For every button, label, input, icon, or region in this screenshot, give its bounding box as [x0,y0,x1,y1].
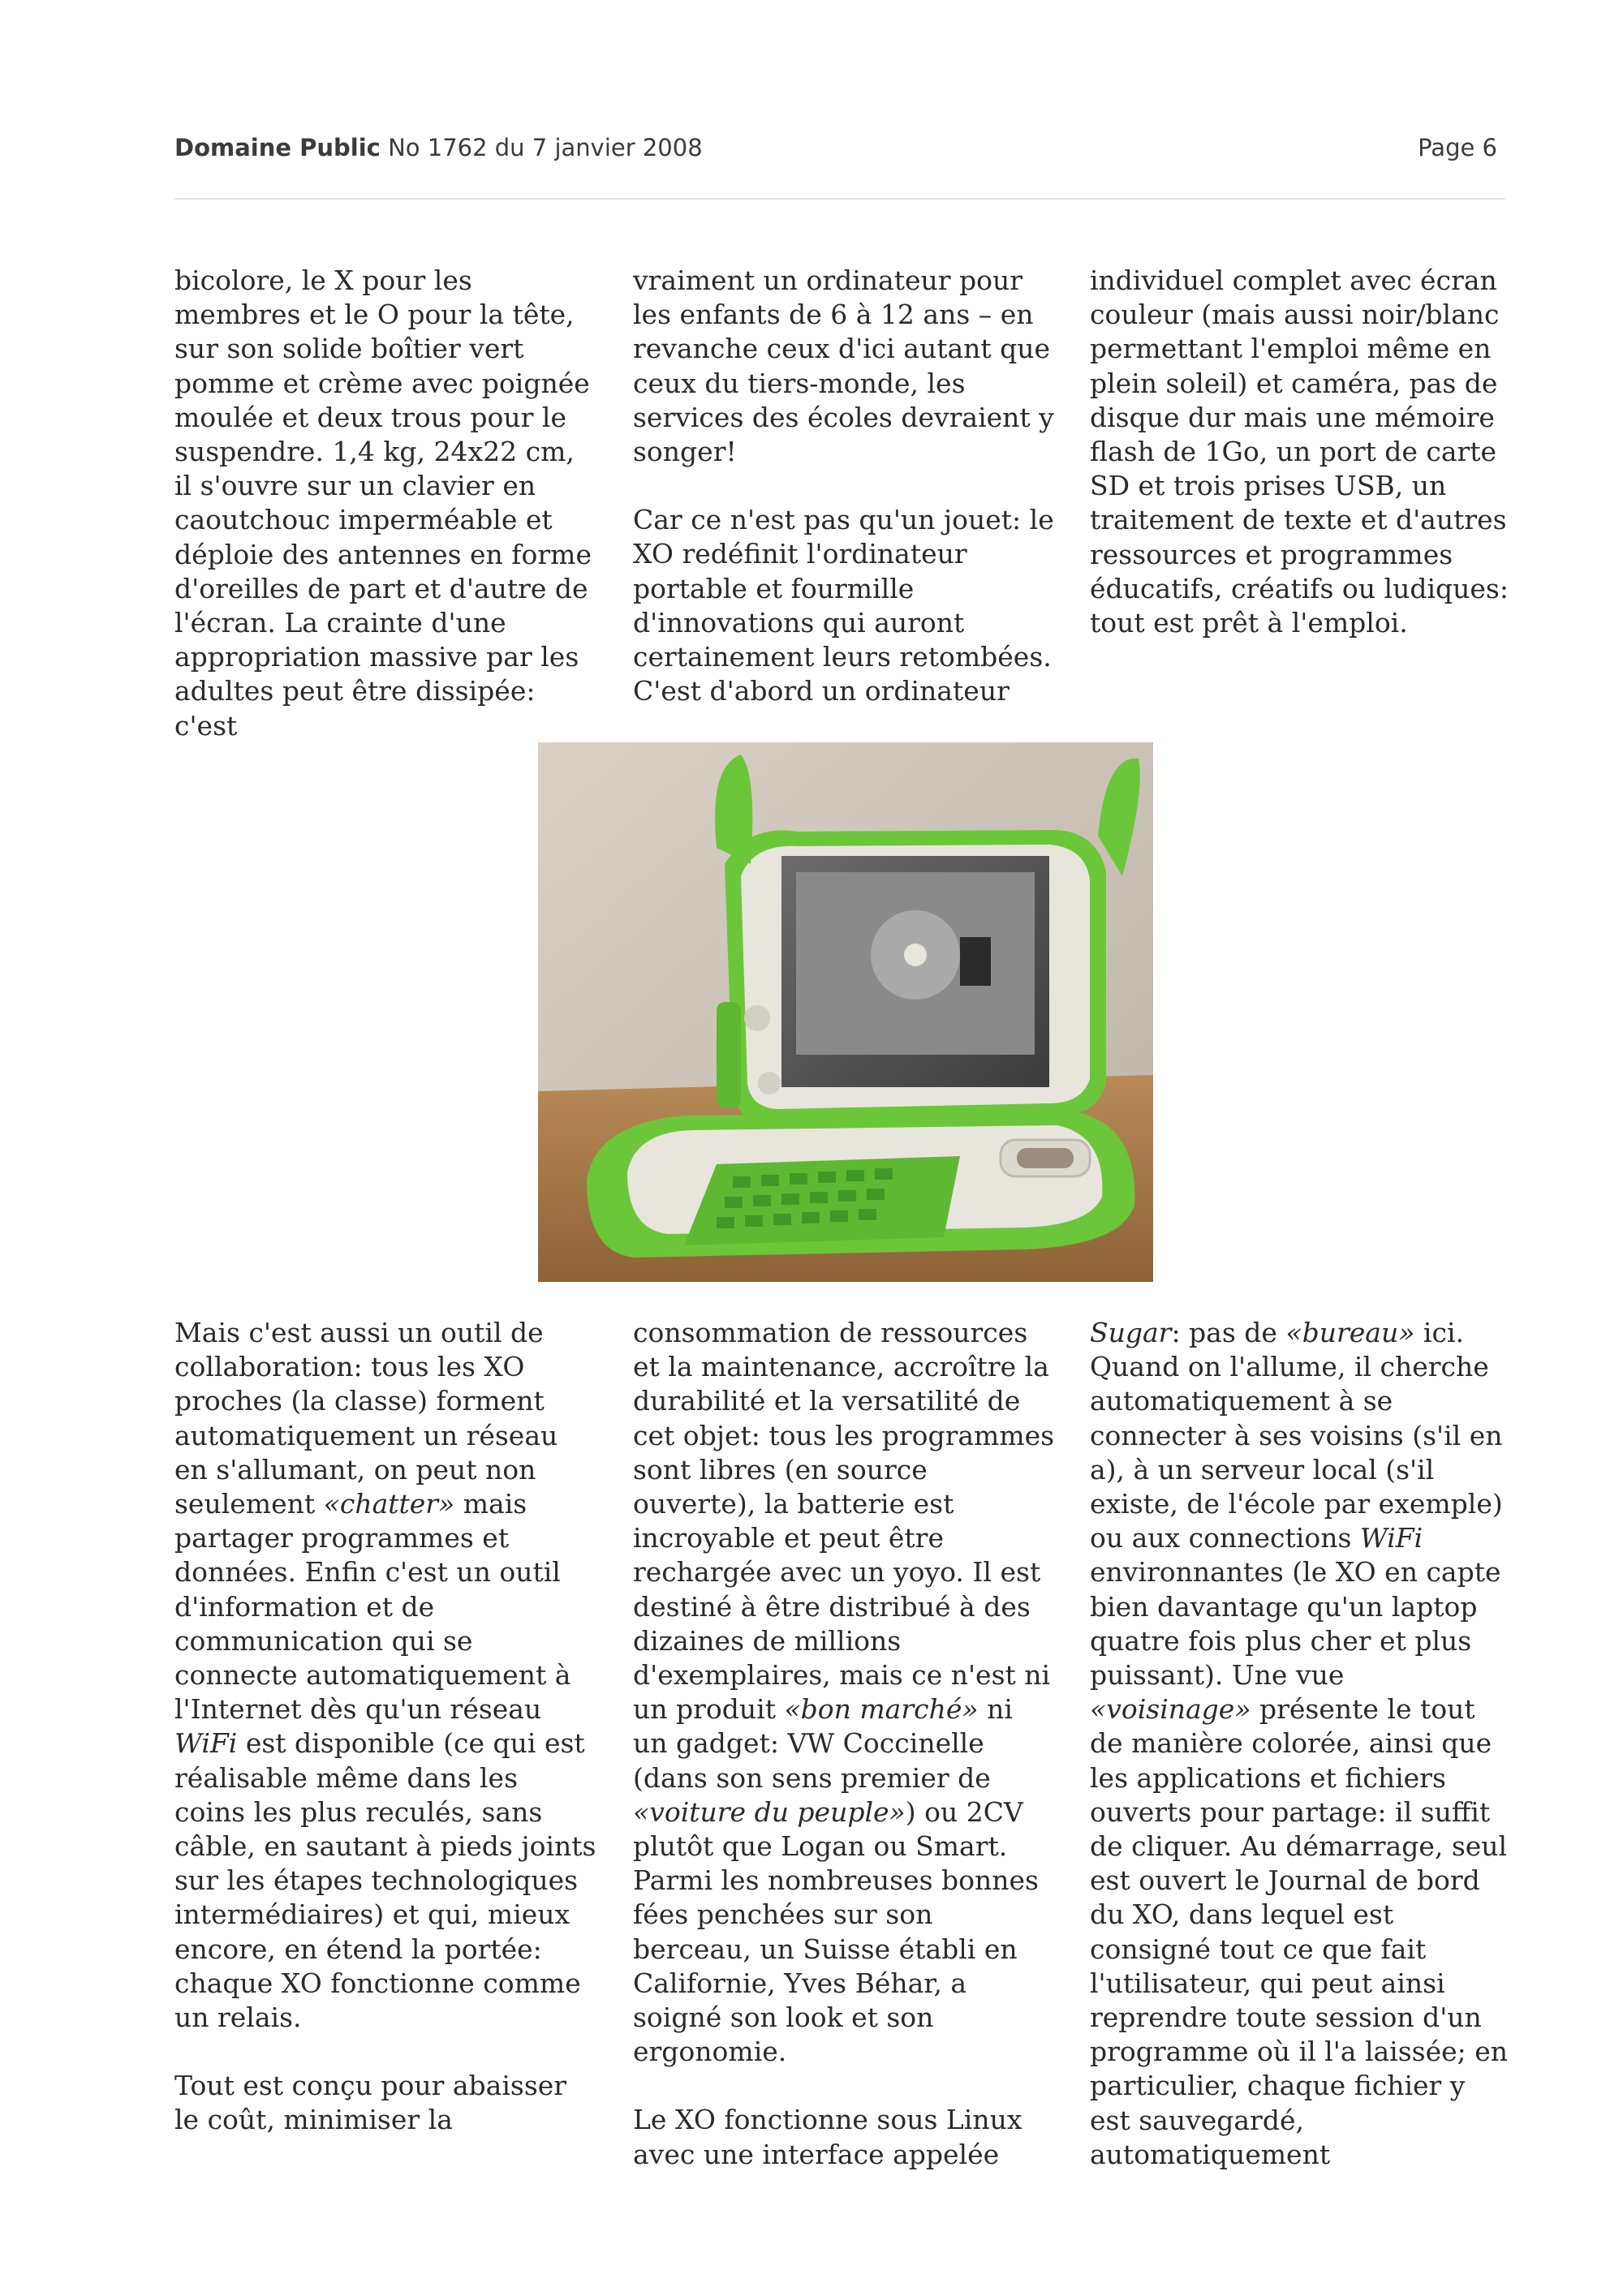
paragraph [174,1316,596,2035]
emphasis: «bon marché» [784,1693,979,1726]
issue-info: No 1762 du 7 janvier 2008 [388,134,703,161]
text-run: ni un gadget: VW Coccinelle (dans son sens premier de [633,1693,1013,1794]
text-run: mais partager programmes et données. Enfin c'est un outil d'information et de communication qui se connecte automatiquement à l'Internet dès qu'un réseau [174,1488,571,1726]
top-column-1 [174,264,596,743]
text-run: est disponible (ce qui est réalisable même dans les coins les plus reculés, sans câble, en sautant à pieds joints sur les étapes technologiques intermédiaires) et qui, mieux encore, en étend la portée: chaque XO fonctionne comme un relais. [174,1727,596,2034]
text-run: ) ou 2CV plutôt que Logan ou Smart. Parmi les nombreuses bonnes fées penchées sur son berceau, un Suisse établi en Californie, Yves Béhar, a soigné son look et son ergonomie. [633,1795,1039,2068]
page-number: Page 6 [1418,134,1497,161]
emphasis: «voiture du peuple» [633,1795,906,1828]
xo-laptop-illustration [538,742,1153,1282]
text-run: consommation de ressources et la maintenance, accroître la durabilité et la versatilité de cet objet: tous les programmes sont libres (en source ouverte), la batterie est incroyable et peut être rechargée avec un yoyo. Il est destiné à être distribué à des dizaines de millions d'exemplaires, mais ce n'est ni un produit [633,1317,1055,1726]
bottom-column-2 [633,1316,1055,2172]
paragraph: vraiment un ordinateur pour les enfants de 6 à 12 ans – en revanche ceux d'ici autant que ceux du tiers-monde, les services des écoles devraient y songer! [633,264,1054,468]
paragraph: Tout est conçu pour abaisser le coût, minimiser la [174,2070,567,2136]
paragraph [1090,1316,1512,2172]
text-run: ici. Quand on l'allume, il cherche automatiquement à se connecter à ses voisins (s'il en a), à un serveur local (s'il existe, de l'école par exemple) ou aux connections [1090,1317,1503,1554]
emphasis: WiFi [1359,1522,1423,1554]
text-run: Mais c'est aussi un outil de collaboration: tous les XO proches (la classe) forment automatiquement un réseau en s'allumant, on peut non seulement [174,1317,558,1520]
publication-name: Domaine Public [174,134,381,161]
xo-laptop-photo [538,742,1153,1282]
paragraph: bicolore, le X pour les membres et le O pour la tête, sur son solide boîtier vert pomme et crème avec poignée moulée et deux trous pour le suspendre. 1,4 kg, 24x22 cm, il s'ouvre sur un clavier en caoutchouc imperméable et déploie des antennes en forme d'oreilles de part et d'autre de l'écran. La crainte d'une appropriation massive par les adultes peut être dissipée: c'est [174,264,592,742]
top-column-2 [633,264,1055,708]
emphasis: «bureau» [1285,1317,1415,1348]
emphasis: «voisinage» [1090,1693,1251,1726]
emphasis: Sugar [1090,1317,1172,1348]
paragraph: Car ce n'est pas qu'un jouet: le XO redéfinit l'ordinateur portable et fourmille d'innovations qui auront certainement leurs retombées. C'est d'abord un ordinateur [633,504,1054,707]
top-column-3 [1090,264,1512,640]
paragraph: Le XO fonctionne sous Linux avec une interface appelée [633,2104,1022,2170]
text-run: environnantes (le XO en capte bien davantage qu'un laptop quatre fois plus cher et plus puissant). Une vue [1090,1556,1501,1692]
paragraph: individuel complet avec écran couleur (mais aussi noir/blanc permettant l'emploi même en plein soleil) et caméra, pas de disque dur mais une mémoire flash de 1Go, un port de carte SD et trois prises USB, un traitement de texte et d'autres ressources et programmes éducatifs, créatifs ou ludiques: tout est prêt à l'emploi. [1090,264,1509,639]
paragraph [633,1316,1055,2069]
header-divider [174,198,1505,200]
text-run: : pas de [1171,1317,1286,1348]
emphasis: WiFi [174,1727,238,1760]
text-run: présente le tout de manière colorée, ainsi que les applications et fichiers ouverts pour partage: il suffit de cliquer. Au démarrage, seul est ouvert le Journal de bord du XO, dans lequel est consigné tout ce que fait l'utilisateur, qui peut ainsi reprendre toute session d'un programme où il l'a laissée; en particulier, chaque fichier y est sauvegardé, automatiquement [1090,1693,1509,2170]
emphasis: «chatter» [323,1488,455,1520]
page-header [174,134,1505,166]
bottom-column-1 [174,1316,596,2138]
bottom-column-3 [1090,1316,1512,2172]
